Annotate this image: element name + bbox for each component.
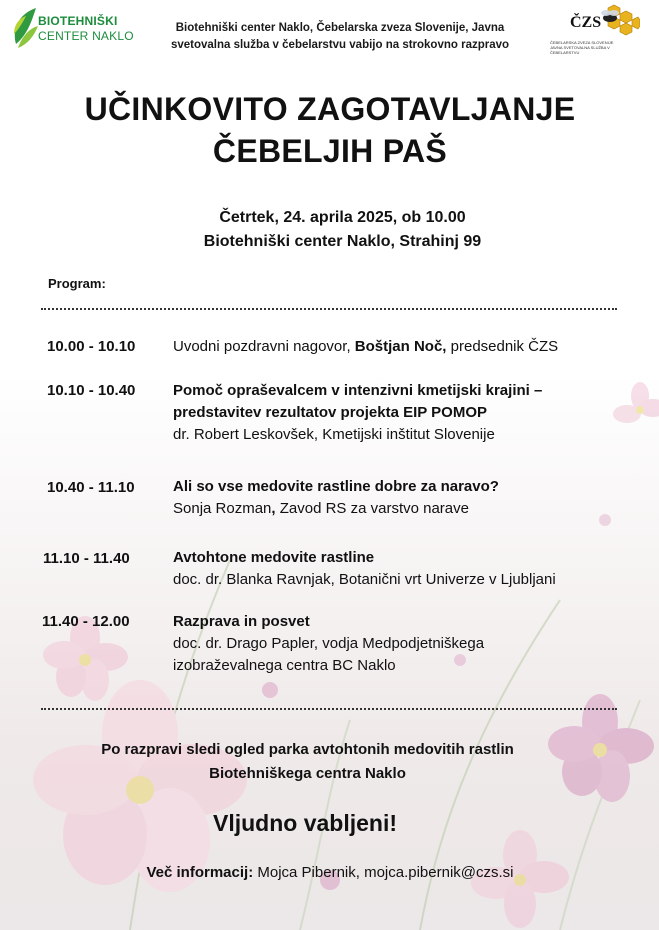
- talk-speaker-line-2: izobraževalnega centra BC Naklo: [173, 657, 396, 674]
- talk-title-line-1: Razprava in posvet: [173, 613, 310, 630]
- talk-title-line-1: Ali so vse medovite rastline dobre za naravo?: [173, 478, 499, 495]
- program-time: 10.00 - 10.10: [47, 338, 136, 355]
- logo-right-abbr: ČZS: [570, 14, 602, 31]
- intro-line-2: svetovalna služba v čebelarstvu vabijo na strokovno razpravo: [170, 39, 510, 51]
- program-description: [173, 547, 633, 591]
- program-time: 11.10 - 11.40: [43, 550, 130, 567]
- leaf-logo-icon: [12, 4, 40, 52]
- program-description: [173, 476, 633, 520]
- closing-line-1: Po razpravi sledi ogled parka avtohtonih medovitih rastlin: [101, 741, 514, 758]
- program-time: 10.40 - 11.10: [47, 479, 135, 496]
- speaker-name: Sonja Rozman: [173, 500, 272, 517]
- talk-title-line-2: predstavitev rezultatov projekta EIP POMOP: [173, 404, 487, 421]
- talk-speaker: dr. Robert Leskovšek, Kmetijski inštitut Slovenije: [173, 426, 495, 443]
- program-label: Program:: [48, 276, 106, 291]
- title-line-2: ČEBELJIH PAŠ: [212, 133, 448, 169]
- welcome-text: Vljudno vabljeni!: [212, 810, 397, 836]
- program-time: 11.40 - 12.00: [42, 613, 130, 630]
- closing-line-2: Biotehniškega centra Naklo: [209, 765, 406, 782]
- logo-right-subtitle: [550, 40, 640, 55]
- talk-title-line-1: Pomoč opraševalcem v intenzivni kmetijski krajini –: [173, 382, 543, 399]
- biotehniski-center-logo: [12, 4, 134, 52]
- talk-speaker: [173, 498, 633, 520]
- divider-top: [41, 308, 617, 310]
- talk-speaker: doc. dr. Drago Papler, vodja Medpodjetniškega: [173, 635, 485, 652]
- speaker-name: Boštjan Noč,: [354, 338, 447, 355]
- program-description: [173, 380, 633, 446]
- speaker-comma: ,: [271, 500, 276, 517]
- closing-note: [40, 738, 575, 786]
- speaker-organization: Zavod RS za varstvo narave: [275, 500, 469, 517]
- talk-speaker: doc. dr. Blanka Ravnjak, Botanični vrt Univerze v Ljubljani: [173, 571, 556, 588]
- contact-details: Mojca Pibernik, mojca.pibernik@czs.si: [253, 864, 514, 881]
- description-text: predsednik ČZS: [446, 338, 559, 355]
- program-time: 10.10 - 10.40: [47, 382, 136, 399]
- description-text: Uvodni pozdravni nagovor,: [173, 338, 355, 355]
- event-date-time: Četrtek, 24. aprila 2025, ob 10.00: [219, 209, 466, 226]
- program-description: [173, 611, 633, 677]
- logo-left-line2: CENTER NAKLO: [38, 29, 134, 43]
- logo-right-sub-1: ČEBELARSKA ZVEZA SLOVENIJE: [550, 40, 614, 45]
- program-description: [173, 336, 633, 358]
- page-title: [40, 88, 620, 172]
- contact-label: Več informacij:: [146, 864, 254, 881]
- title-line-1: UČINKOVITO ZAGOTAVLJANJE: [84, 91, 576, 127]
- contact-info: [60, 864, 600, 881]
- event-location: Biotehniški center Naklo, Strahinj 99: [203, 233, 482, 250]
- czs-logo: [548, 4, 640, 55]
- talk-title-line-1: Avtohtone medovite rastline: [173, 549, 375, 566]
- logo-left-line1: BIOTEHNIŠKI: [38, 14, 118, 28]
- intro-text: [140, 20, 540, 54]
- event-details: [100, 206, 585, 254]
- intro-line-1: Biotehniški center Naklo, Čebelarska zveza Slovenije, Javna: [175, 22, 505, 34]
- divider-bottom: [41, 708, 617, 710]
- logo-right-sub-2: JAVNA SVETOVALNA SLUŽBA V ČEBELARSTVU: [550, 45, 610, 55]
